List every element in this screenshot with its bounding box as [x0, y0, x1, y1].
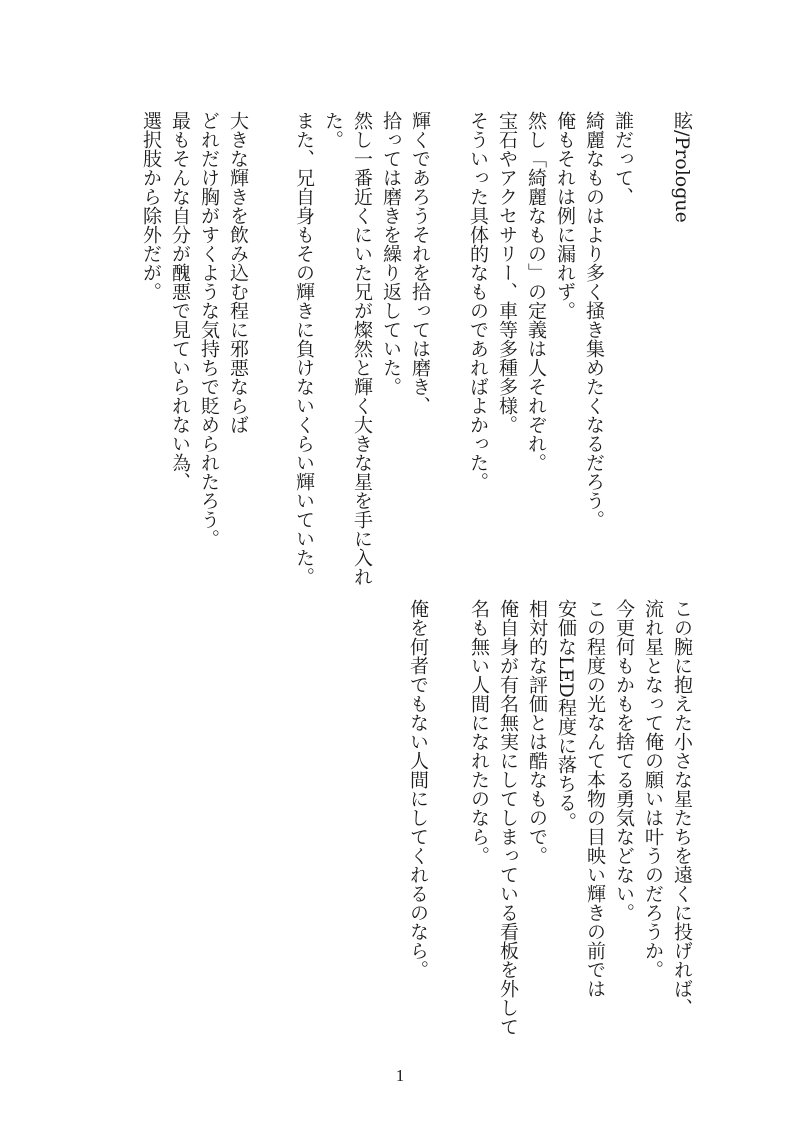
- text-line: 大きな輝きを飲み込む程に邪悪ならば: [227, 111, 249, 434]
- text-line: 相対的な評価とは酷なもので。: [526, 599, 548, 865]
- text-line: どれだけ胸がすくような気持ちで貶められたろう。: [198, 111, 220, 548]
- text-line: 俺自身が有名無実にしてしまっている看板を外して: [497, 599, 519, 1036]
- text-line: 宝石やアクセサリー、車等多種多様。: [496, 111, 518, 434]
- text-line: 拾っては磨きを繰り返していた。: [380, 111, 402, 396]
- text-line: この腕に抱えた小さな星たちを遠くに投げれば、: [671, 599, 693, 1017]
- text-line: 然し「綺麗なもの」の定義は人それぞれ。: [525, 111, 547, 472]
- text-line: 選択肢から除外だが。: [140, 111, 162, 301]
- text-line: 輝くであろうそれを拾っては磨き、: [409, 111, 431, 415]
- text-line: 誰だって、: [612, 111, 634, 206]
- text-line: 名も無い人間になれたのなら。: [468, 599, 490, 865]
- text-line: た。: [322, 111, 344, 149]
- text-line: 然し一番近くにいた兄が燦然と輝く大きな星を手に入れ: [351, 111, 373, 586]
- chapter-title: 眩/Prologue: [671, 111, 693, 223]
- text-line: この程度の光なんて本物の目映い輝きの前では: [584, 599, 606, 998]
- text-line: 俺もそれは例に漏れず。: [554, 111, 576, 320]
- text-line: また、兄自身もその輝きに負けないくらい輝いていた。: [293, 111, 315, 586]
- text-line: そういった具体的なものであればよかった。: [467, 111, 489, 491]
- text-line: 俺を何者でもない人間にしてくれるのなら。: [407, 599, 429, 979]
- text-line: 綺麗なものはより多く掻き集めたくなるだろう。: [583, 111, 605, 529]
- page-number: 1: [395, 1066, 405, 1085]
- text-line: 流れ星となって俺の願いは叶うのだろうか。: [642, 599, 664, 979]
- text-line: 最もそんな自分が醜悪で見ていられない為、: [169, 111, 191, 491]
- text-line: 今更何もかもを捨てる勇気などない。: [613, 599, 635, 922]
- text-line: 安価なLED程度に落ちる。: [555, 599, 577, 831]
